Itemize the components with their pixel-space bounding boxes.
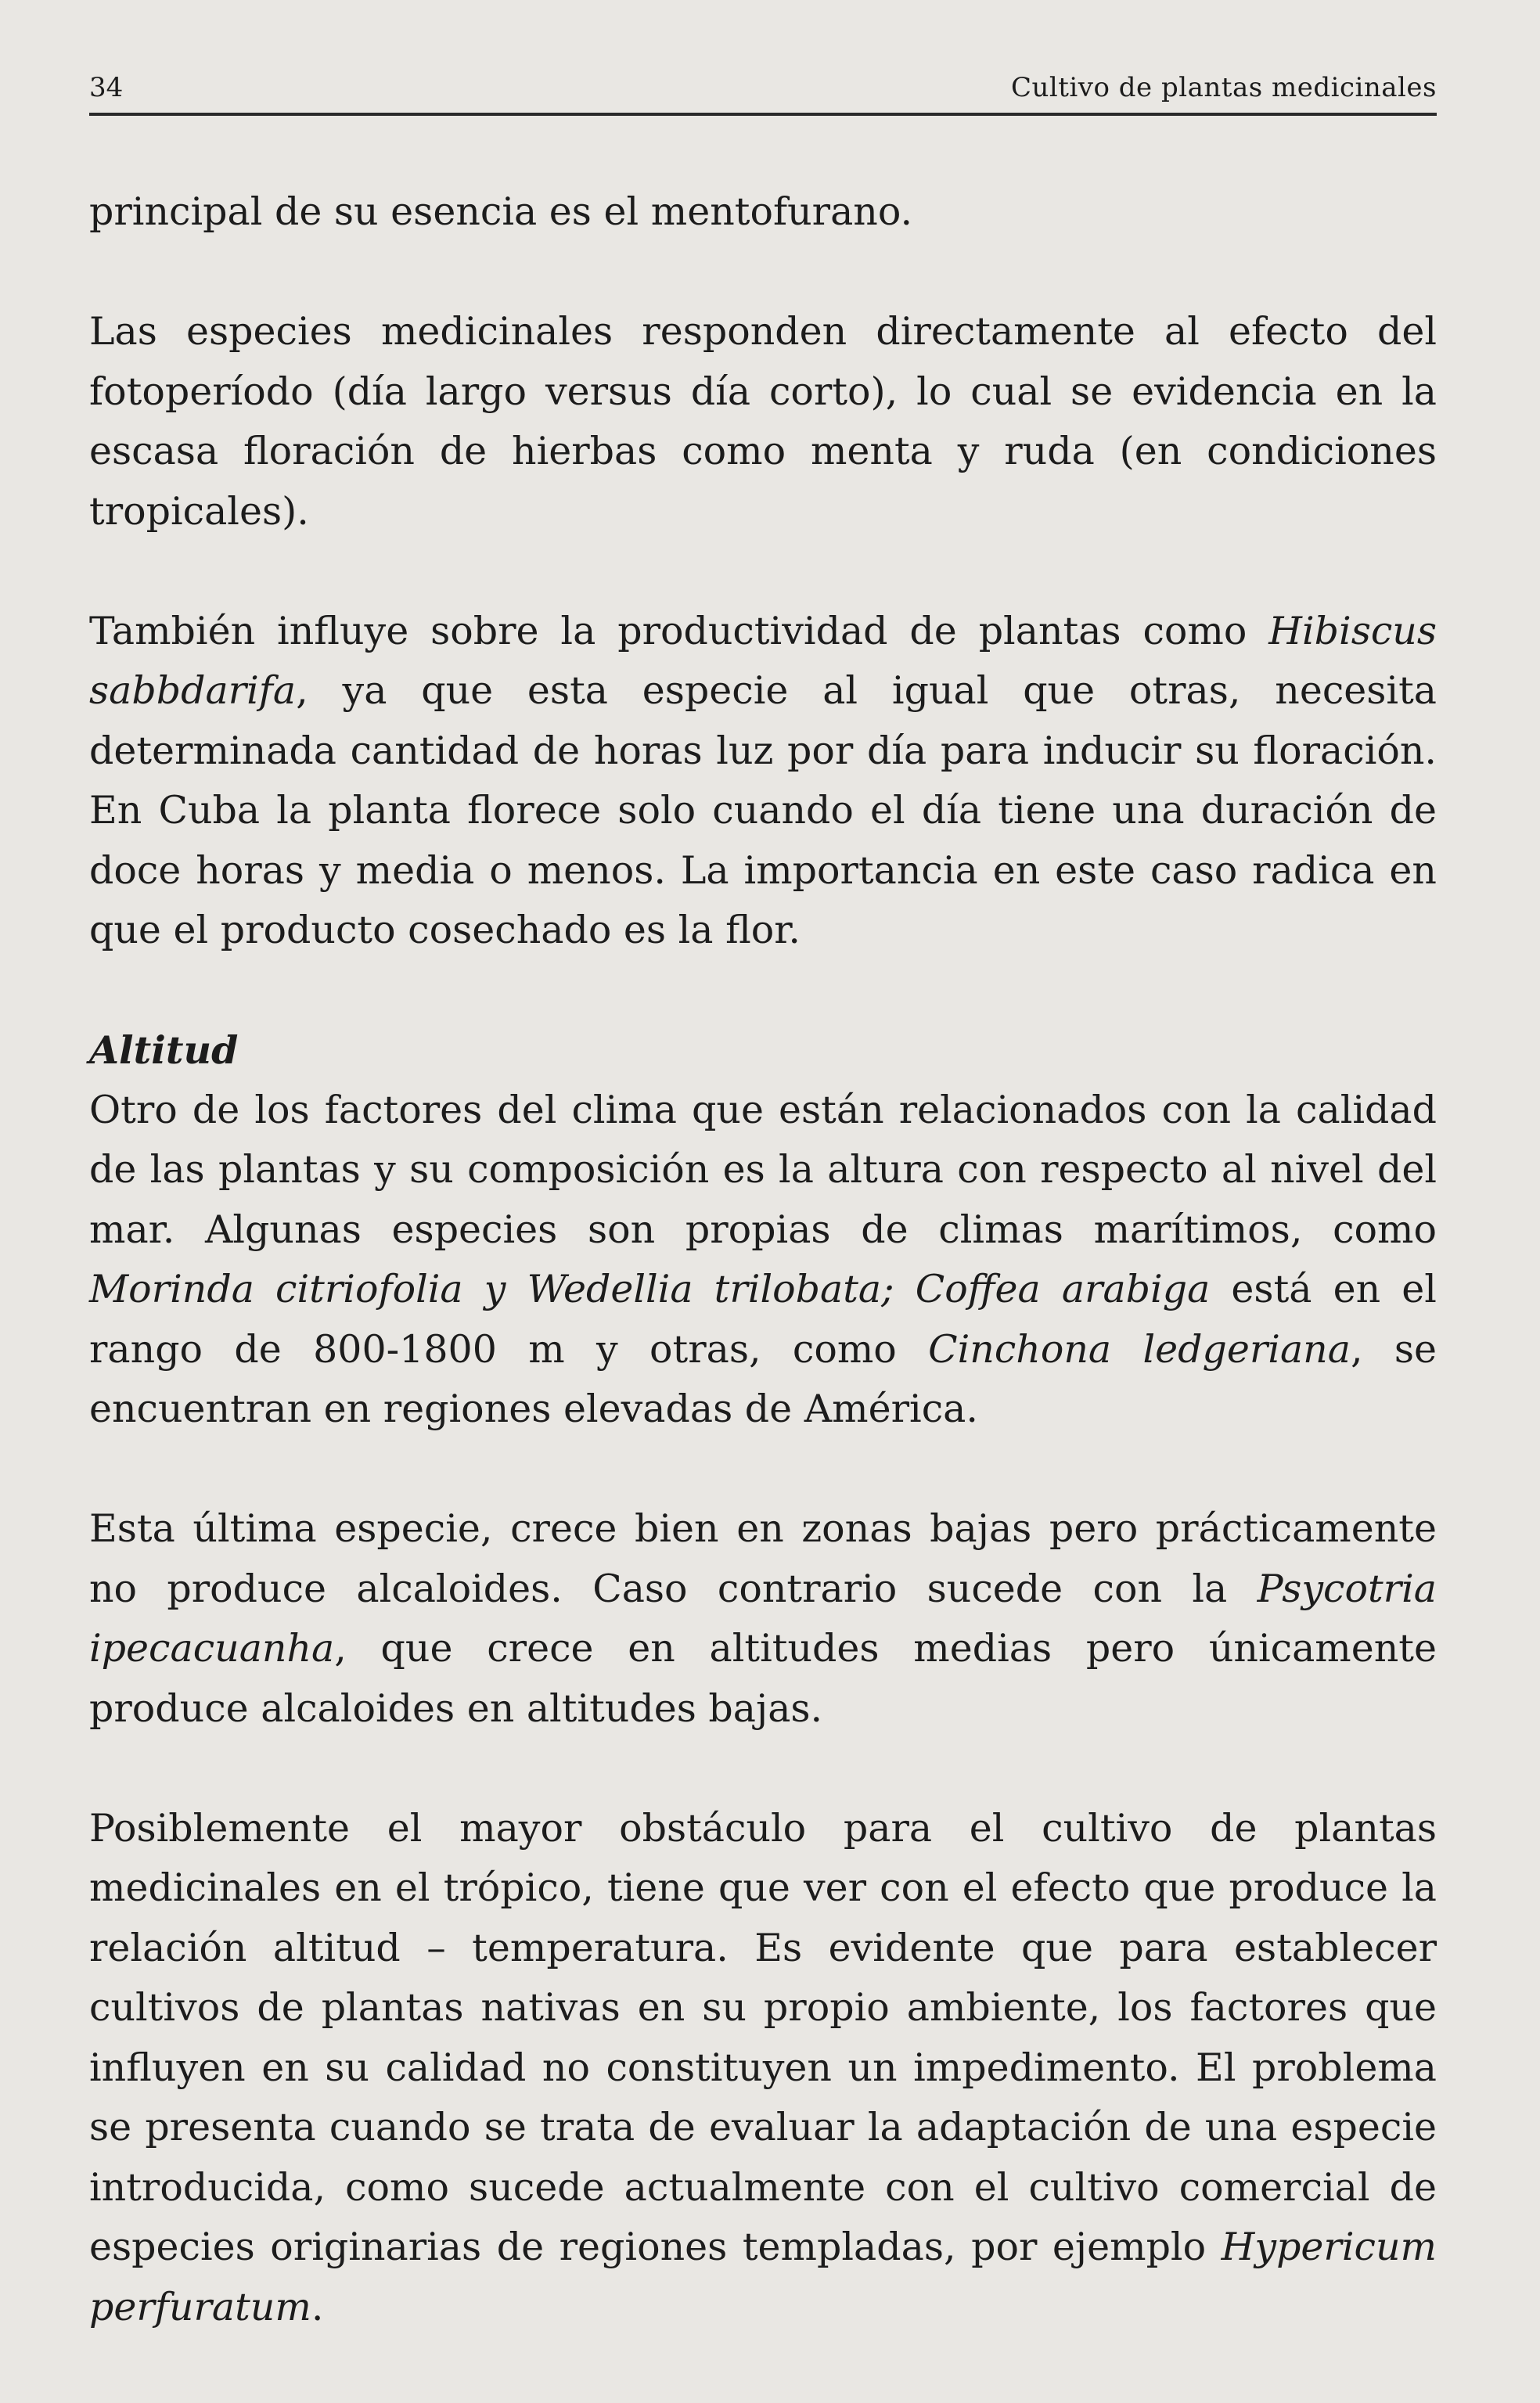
paragraph-alcaloides	[89, 1499, 1437, 1739]
paragraph-text: Otro de los factores del clima que están relacionados con la calidad de las plantas y su composición es la altura con respecto al nivel del mar. Algunas especies son propias de climas marítimos, como	[89, 1087, 1437, 1252]
paragraph-gap	[89, 541, 1437, 602]
paragraph-text: Esta última especie, crece bien en zonas bajas pero prácticamente no produce alcaloides. Caso contrario sucede con la	[89, 1506, 1437, 1611]
paragraph-obstaculo	[89, 1799, 1437, 2338]
paragraph-gap	[89, 961, 1437, 1021]
paragraph-text: , que crece en altitudes medias pero únicamente produce alcaloides en altitudes bajas.	[89, 1626, 1437, 1731]
paragraph-text: Posiblemente el mayor obstáculo para el cultivo de plantas medicinales en el trópico, tiene que ver con el efecto que produce la relación altitud – temperatura. Es evidente que para establecer cultivos de plantas nativas en su propio ambiente, los factores que influyen en su calidad no constituyen un impedimento. El problema se presenta cuando se trata de evaluar la adaptación de una especie introducida, como sucede actualmente con el cultivo comercial de especies originarias de regiones templadas, por ejemplo	[89, 1805, 1437, 2269]
paragraph-text: .	[311, 2284, 324, 2329]
paragraph-mentofurano	[89, 182, 1437, 243]
section-heading: Altitud	[89, 1027, 239, 1073]
paragraph-productividad	[89, 602, 1437, 961]
paragraph-gap	[89, 243, 1437, 303]
paragraph-text: principal de su esencia es el mentofurano.	[89, 189, 913, 234]
page-number: 34	[89, 72, 124, 103]
running-title: Cultivo de plantas medicinales	[1010, 72, 1437, 103]
species-name: Morinda citriofolia y Wedellia trilobata; Coffea arabiga	[89, 1267, 1211, 1311]
paragraph-text: Las especies medicinales responden directamente al efecto del fotoperíodo (día largo versus día corto), lo cual se evidencia en la escasa floración de hierbas como menta y ruda (en condiciones tropicales).	[89, 309, 1437, 534]
species-name: Cinchona ledgeriana	[928, 1326, 1351, 1372]
paragraph-text: está en el rango de 800-1800 m y otras, como	[89, 1267, 1437, 1372]
paragraph-text: , se encuentran en regiones elevadas de América.	[89, 1326, 1437, 1431]
paragraph-fotoperiodo	[89, 302, 1437, 541]
species-name: Hibiscus sabbdarifa	[89, 608, 1437, 713]
species-name: Hypericum perfuratum	[89, 2225, 1437, 2329]
paragraph-text: , ya que esta especie al igual que otras, necesita determinada cantidad de horas luz por día para inducir su floración. En Cuba la planta florece solo cuando el día tiene una duración de doce horas y media o menos. La importancia en este caso radica en que el producto cosechado es la flor.	[89, 668, 1437, 952]
paragraph-gap	[89, 1739, 1437, 1799]
paragraph-text: También influye sobre la productividad de plantas como	[89, 608, 1269, 653]
paragraph-gap	[89, 1440, 1437, 1500]
page-header	[89, 69, 1437, 116]
species-name: Psycotria ipecacuanha	[89, 1566, 1437, 1671]
body-text	[89, 182, 1437, 2337]
paragraph-altitud	[89, 1081, 1437, 1440]
